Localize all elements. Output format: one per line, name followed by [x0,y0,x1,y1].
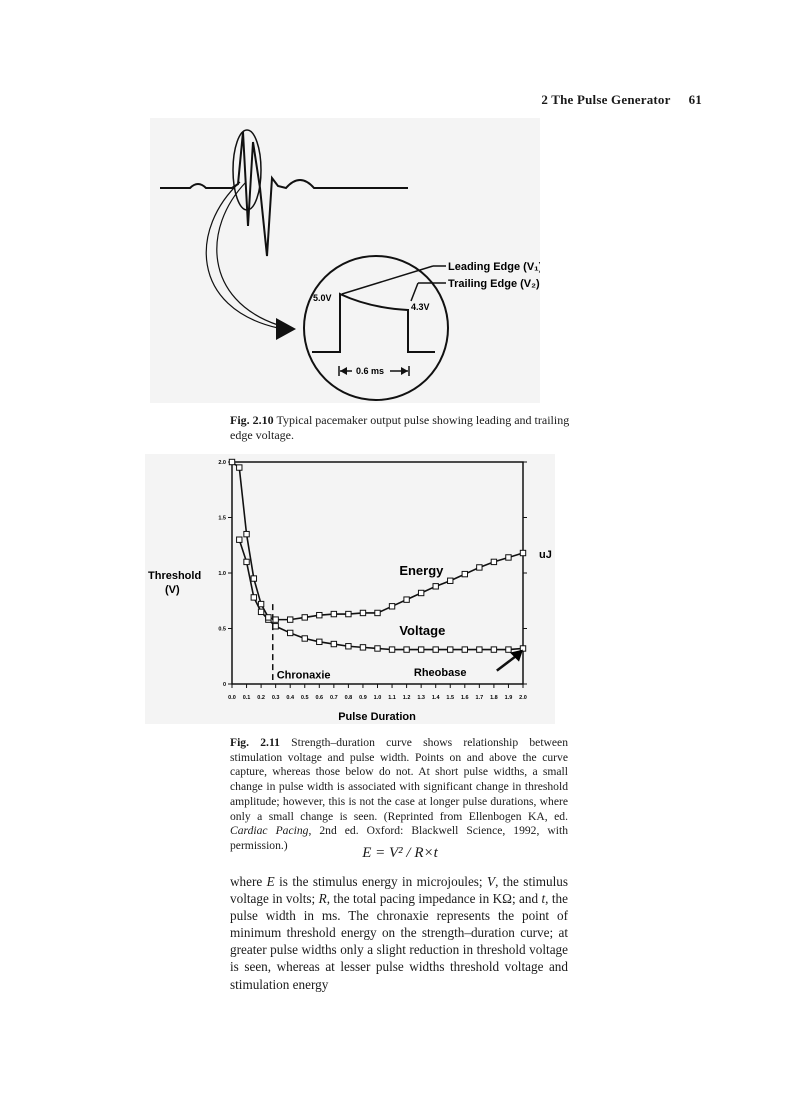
caption-text: Strength–duration curve shows relationship between stimulation voltage and pulse width. Points on and above the curve capture, whereas those below do not. At short pulse widths, a small change in pulse width is associated with significant change in threshold amplitude; however, this is not the case at longer pulse durations, where only a small change is seen. (Reprinted from Ellenbogen KA, ed. [230,736,569,823]
trailing-edge-label: Trailing Edge (V₂) [448,278,540,290]
body-text-run: , the stimulus voltage in volts; [230,874,569,907]
chapter-title: 2 The Pulse Generator [541,92,671,107]
data-point-voltage [491,647,496,652]
caption-label: Fig. 2.11 [230,736,280,749]
figure-2-11-caption [230,736,568,854]
data-point-energy [375,610,380,615]
body-variable: t [541,891,546,907]
data-point-energy [273,617,278,622]
x-tick-label: 1.1 [388,695,396,701]
pulse-waveform-diagram [150,118,540,403]
figure-2-10-caption [230,413,575,443]
x-tick-label: 1.8 [490,695,498,701]
leading-edge-label: Leading Edge (V₁) [448,261,540,273]
data-point-energy [506,555,511,560]
trailing-voltage-label: 4.3V [411,302,430,312]
x-axis-label: Pulse Duration [338,711,416,723]
data-point-voltage [433,647,438,652]
data-point-energy [360,610,365,615]
voltage-annotation: Voltage [399,623,446,639]
data-point-energy [237,465,242,470]
x-tick-label: 0.4 [286,695,295,701]
data-point-voltage [346,644,351,649]
x-tick-label: 1.5 [446,695,455,701]
y-tick-label: 0 [222,682,226,688]
x-tick-label: 1.2 [402,695,411,701]
x-tick-label: 1.6 [460,695,469,701]
data-point-voltage [251,595,256,600]
data-point-voltage [288,630,293,635]
data-point-voltage [418,647,423,652]
caption-book-title: Cardiac Pacing [230,824,309,838]
x-tick-label: 0.6 [315,695,324,701]
data-point-voltage [331,641,336,646]
body-variable: R [318,891,327,907]
x-tick-label: 0.3 [271,695,280,701]
data-point-energy [258,601,263,606]
x-tick-label: 0.8 [344,695,353,701]
data-point-energy [317,612,322,617]
data-point-voltage [302,636,307,641]
data-point-voltage [237,537,242,542]
x-tick-label: 1.9 [504,695,513,701]
running-head [541,92,702,108]
data-point-energy [389,604,394,609]
body-paragraph [230,873,568,993]
body-text-run: , the total pacing impedance in KΩ; and [326,891,542,907]
caption-text: Typical pacemaker output pulse showing leading and trailing edge voltage. [230,413,570,442]
x-tick-label: 0.2 [257,695,265,701]
body-text-run: where [230,874,267,889]
x-tick-label: 1.0 [373,695,382,701]
x-tick-label: 1.4 [431,695,440,701]
x-tick-label: 0.5 [300,695,309,701]
data-point-energy [288,617,293,622]
body-text-run: , the pulse width in ms. The chronaxie represents the point of minimum threshold energy on the strength–duration curve; at greater pulse widths only a slight reduction in threshold voltage is seen, whereas at lesser pulse widths threshold voltage and stimulation energy [230,891,568,992]
body-variable: E [266,874,275,889]
x-tick-label: 1.7 [475,695,484,701]
data-point-voltage [462,647,467,652]
caption-label: Fig. 2.10 [230,413,274,427]
data-point-voltage [258,609,263,614]
data-point-energy [448,578,453,583]
data-point-voltage [317,639,322,644]
data-point-energy [520,550,525,555]
energy-annotation: Energy [399,563,444,579]
data-point-energy [404,597,409,602]
data-point-voltage [389,647,394,652]
data-point-voltage [404,647,409,652]
data-point-voltage [506,647,511,652]
rheobase-annotation: Rheobase [413,667,467,680]
x-tick-label: 0.9 [359,695,367,701]
data-point-energy [491,559,496,564]
page-number: 61 [688,92,702,107]
figure-strength-duration-chart [145,454,555,724]
energy-equation: E = V² / R×t [362,845,438,861]
data-point-energy [302,615,307,620]
pulse-width-label: 0.6 ms [356,366,385,376]
chronaxie-annotation: Chronaxie [276,669,331,682]
y-tick-label: 1.5 [218,515,226,522]
x-tick-label: 0.0 [228,695,236,701]
x-tick-label: 1.3 [417,695,425,701]
chart-svg [145,454,555,724]
body-text-run: is the stimulus energy in microjoules; [274,874,488,889]
body-variable: V [487,874,496,889]
data-point-voltage [375,646,380,651]
data-point-energy [266,615,271,620]
data-point-voltage [477,647,482,652]
data-point-energy [418,590,423,595]
data-point-energy [331,611,336,616]
y-tick-label: 0.5 [218,626,226,633]
figure-pulse-waveform [150,118,540,403]
y-tick-label: 1.0 [218,571,226,577]
data-point-voltage [360,645,365,650]
data-point-voltage [273,624,278,629]
leading-voltage-label: 5.0V [313,293,332,303]
data-point-energy [433,584,438,589]
caption-text-end: , 2nd ed. Oxford: Blackwell Science, 1992, with permission.) [230,824,569,852]
y-tick-label: 2.0 [218,460,226,466]
data-point-voltage [448,647,453,652]
x-tick-label: 0.1 [242,695,251,701]
y2-axis-label: uJ [539,549,552,561]
y-axis-label: Threshold (V) [148,570,202,596]
data-point-energy [251,576,256,581]
data-point-voltage [244,559,249,564]
data-point-energy [229,459,234,464]
x-tick-label: 0.7 [330,695,338,701]
data-point-energy [346,611,351,616]
data-point-energy [477,565,482,570]
data-point-energy [462,571,467,576]
x-tick-label: 2.0 [519,695,527,701]
data-point-energy [244,531,249,536]
